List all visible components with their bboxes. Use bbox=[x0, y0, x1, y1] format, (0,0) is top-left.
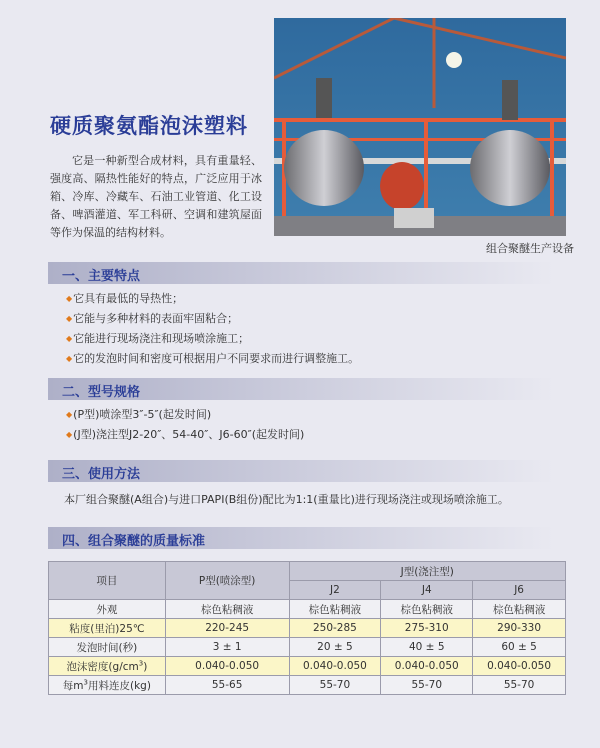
cell-j6: 0.040-0.050 bbox=[473, 657, 566, 676]
section-models-title: 二、型号规格 bbox=[62, 385, 141, 400]
page-title: 硬质聚氨酯泡沫塑料 bbox=[50, 114, 248, 138]
models-list bbox=[66, 405, 304, 445]
table-row bbox=[49, 657, 566, 676]
section-quality-heading bbox=[48, 527, 554, 549]
row-item: 发泡时间(秒) bbox=[49, 638, 166, 657]
section-usage-title: 三、使用方法 bbox=[62, 467, 141, 482]
section-quality-title: 四、组合聚醚的质量标准 bbox=[62, 534, 206, 549]
cell-j4: 棕色粘稠液 bbox=[381, 600, 473, 619]
table-row bbox=[49, 638, 566, 657]
section-usage-heading bbox=[48, 460, 554, 482]
table-row bbox=[49, 619, 566, 638]
production-equipment-photo bbox=[274, 18, 566, 236]
header-item: 项目 bbox=[49, 562, 166, 600]
usage-text: 本厂组合聚醚(A组合)与进口PAPI(B组份)配比为1:1(重量比)进行现场浇注或现场喷涂施工。 bbox=[64, 493, 509, 506]
cell-j4: 55-70 bbox=[381, 676, 473, 695]
cell-p: 0.040-0.050 bbox=[165, 657, 289, 676]
features-list bbox=[66, 289, 359, 369]
list-item: ◆ 它能进行现场浇注和现场喷涂施工； bbox=[66, 329, 359, 349]
cell-p: 3 ± 1 bbox=[165, 638, 289, 657]
cell-j6: 棕色粘稠液 bbox=[473, 600, 566, 619]
cell-p: 棕色粘稠液 bbox=[165, 600, 289, 619]
row-item: 粘度(里泊)25℃ bbox=[49, 619, 166, 638]
header-j2: J2 bbox=[289, 581, 381, 600]
section-models-heading bbox=[48, 378, 554, 400]
row-item: 泡沫密度$(g/cm^3)$ bbox=[49, 657, 166, 676]
cell-j6: 55-70 bbox=[473, 676, 566, 695]
cell-j6: 290-330 bbox=[473, 619, 566, 638]
list-item: ◆ (P型)喷涂型3″-5″(起发时间) bbox=[66, 405, 304, 425]
cell-p: 220-245 bbox=[165, 619, 289, 638]
table-row bbox=[49, 676, 566, 695]
header-p-type: P型(喷涂型) bbox=[165, 562, 289, 600]
row-item: 每$m^3$用料连皮(kg) bbox=[49, 676, 166, 695]
list-item: ◆ (J型)浇注型J2-20″、54-40″、J6-60″(起发时间) bbox=[66, 425, 304, 445]
quality-standard-table bbox=[48, 561, 566, 695]
list-item: ◆ 它的发泡时间和密度可根据用户不同要求而进行调整施工。 bbox=[66, 349, 359, 369]
header-j-type: J型(浇注型) bbox=[289, 562, 566, 581]
cell-j2: 20 ± 5 bbox=[289, 638, 381, 657]
list-item: ◆ 它具有最低的导热性； bbox=[66, 289, 359, 309]
cell-j2: 55-70 bbox=[289, 676, 381, 695]
table-header-row bbox=[49, 562, 566, 581]
cell-j2: 棕色粘稠液 bbox=[289, 600, 381, 619]
cell-p: 55-65 bbox=[165, 676, 289, 695]
header-j6: J6 bbox=[473, 581, 566, 600]
cell-j2: 250-285 bbox=[289, 619, 381, 638]
cell-j4: 275-310 bbox=[381, 619, 473, 638]
photo-caption: 组合聚醚生产设备 bbox=[486, 242, 574, 255]
table-row bbox=[49, 600, 566, 619]
header-j4: J4 bbox=[381, 581, 473, 600]
section-features-heading bbox=[48, 262, 554, 284]
cell-j2: 0.040-0.050 bbox=[289, 657, 381, 676]
intro-paragraph: 它是一种新型合成材料，具有重量轻、强度高、隔热性能好的特点，广泛应用于冰箱、冷库、冷藏车、石油工业管道、化工设备、啤酒灌道、军工科研、空调和建筑屋面等作为保温的结构材料。 bbox=[50, 154, 262, 239]
cell-j4: 0.040-0.050 bbox=[381, 657, 473, 676]
cell-j6: 60 ± 5 bbox=[473, 638, 566, 657]
row-item: 外观 bbox=[49, 600, 166, 619]
list-item: ◆ 它能与多种材料的表面牢固粘合； bbox=[66, 309, 359, 329]
section-features-title: 一、主要特点 bbox=[62, 269, 141, 284]
cell-j4: 40 ± 5 bbox=[381, 638, 473, 657]
